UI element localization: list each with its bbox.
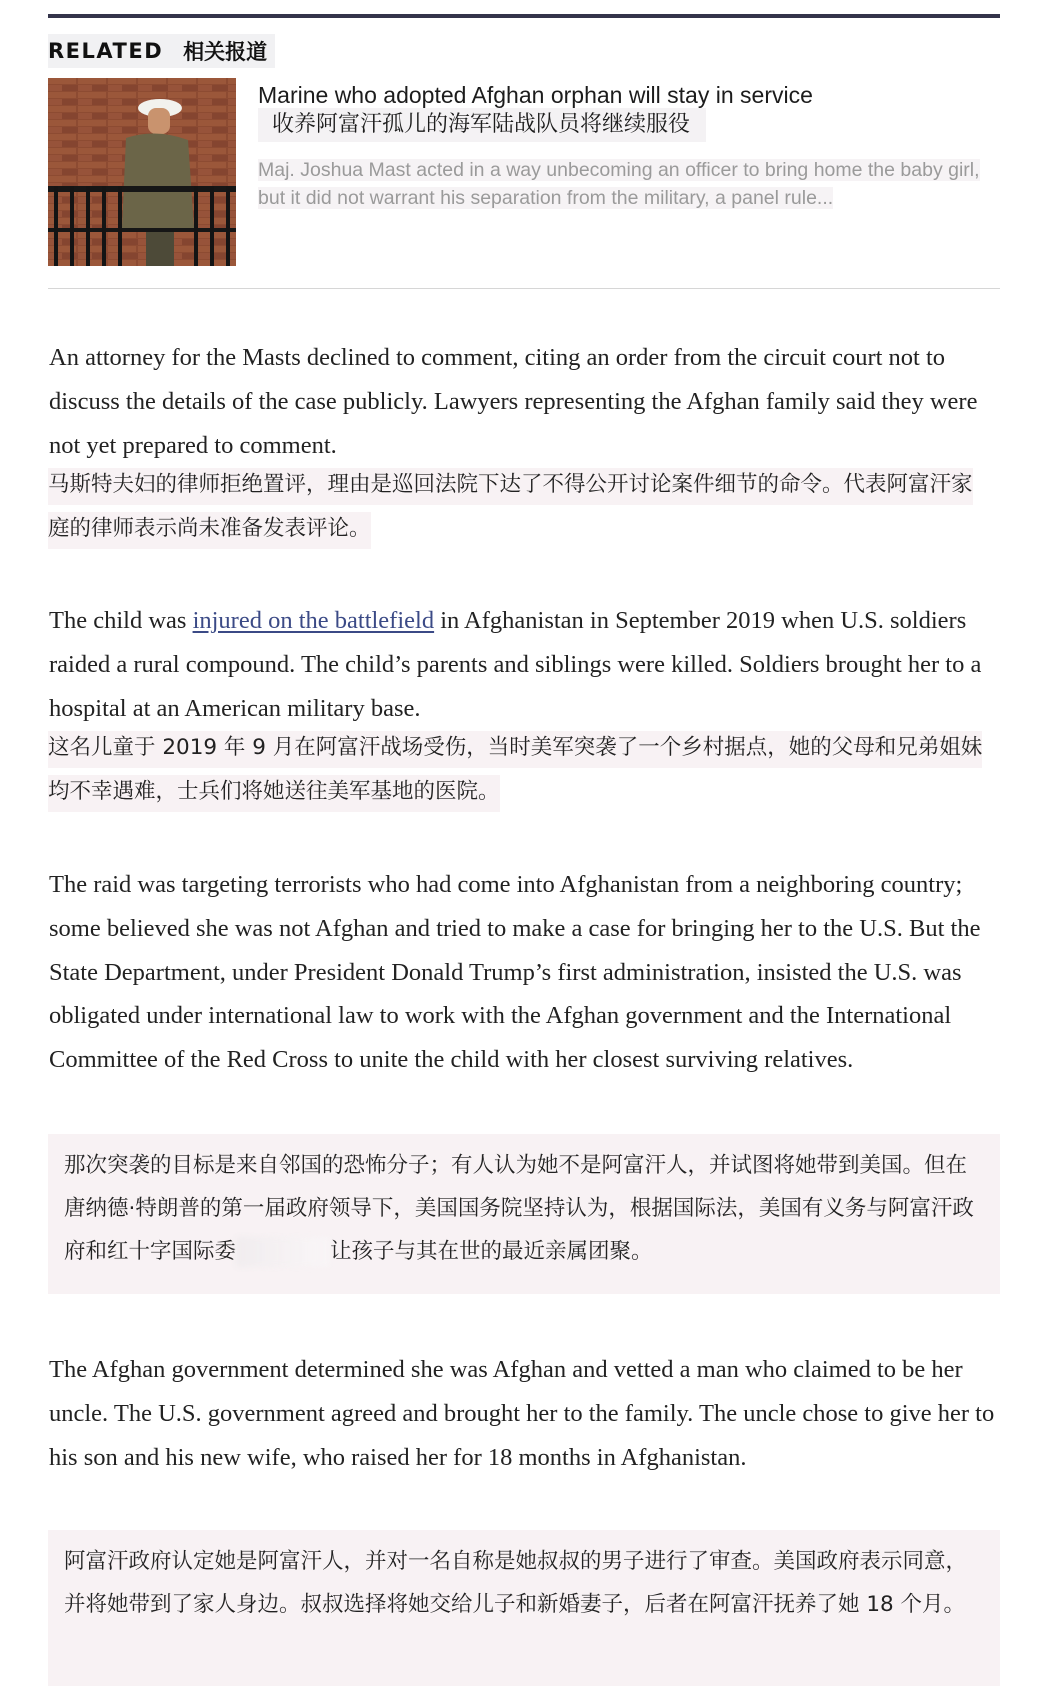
article-paragraph-translation	[48, 1134, 1000, 1294]
translation-text: 马斯特夫妇的律师拒绝置评，理由是巡回法院下达了不得公开讨论案件细节的命令。代表阿富汗家庭的律师表示尚未准备发表评论。	[48, 468, 973, 549]
paragraph-text: The child was	[49, 607, 193, 634]
translation-text: 让孩子与其在世的最近亲属团聚。	[330, 1239, 653, 1264]
related-summary-text: Maj. Joshua Mast acted in a way unbecoming an officer to bring home the baby girl, but it did not warrant his separation from the military, a panel rule...	[258, 159, 980, 209]
article-paragraph-translation	[48, 1530, 1000, 1686]
article-paragraph: The Afghan government determined she was Afghan and vetted a man who claimed to be her uncle. The U.S. government agreed and brought her to the family. The uncle chose to give her to his son and his new wife, who raised her for 18 months in Afghanistan.	[49, 1356, 995, 1471]
translation-text: 这名儿童于 2019 年 9 月在阿富汗战场受伤，当时美军突袭了一个乡村据点，她的父母和兄弟姐妹均不幸遇难，士兵们将她送往美军基地的医院。	[48, 731, 982, 812]
article-paragraph: The raid was targeting terrorists who had come into Afghanistan from a neighboring country; some believed she was not Afghan and tried to make a case for bringing her to the U.S. But the State Department, under President Donald Trump’s first administration, insisted the U.S. was obligated under international law to work with the Afghan government and the International Committee of the Red Cross to unite the child with her closest surviving relatives.	[49, 871, 981, 1074]
related-article-title-zh[interactable]: 收养阿富汗孤儿的海军陆战队员将继续服役	[258, 108, 706, 142]
blurred-region	[236, 1237, 330, 1267]
translation-text: 那次突袭的目标是来自邻国的恐怖分子；有人认为她不是阿富汗人，并试图将她带到美国。但在唐纳德·特朗普的第一届政府领导下，美国国务院坚持认为，根据国际法，美国有义务与阿富汗政府和红十字国际委	[64, 1153, 974, 1264]
battlefield-link[interactable]: injured on the battlefield	[192, 607, 435, 634]
related-article-summary	[258, 156, 998, 212]
section-divider	[48, 288, 1000, 289]
top-rule	[48, 14, 1000, 18]
article-paragraph-translation	[48, 726, 984, 814]
article-paragraph	[49, 599, 999, 730]
related-header	[48, 34, 275, 68]
translation-text: 阿富汗政府认定她是阿富汗人，并对一名自称是她叔叔的男子进行了审查。美国政府表示同意，并将她带到了家人身边。叔叔选择将她交给儿子和新婚妻子，后者在阿富汗抚养了她 18 个月。	[64, 1549, 968, 1617]
article-paragraph-translation	[48, 463, 984, 551]
related-article-thumbnail[interactable]	[48, 78, 236, 266]
related-label: RELATED	[48, 39, 164, 63]
related-article-title[interactable]: Marine who adopted Afghan orphan will stay in service	[258, 82, 813, 108]
article-paragraph: An attorney for the Masts declined to comment, citing an order from the circuit court not to discuss the details of the case publicly. Lawyers representing the Afghan family said they were not yet prepared to comment.	[49, 344, 978, 459]
related-label-zh: 相关报道	[183, 40, 268, 64]
paragraph-text: in Afghanistan in September 2019 when U.S. soldiers raided a rural compound. The child’s parents and siblings were killed. Soldiers brought her to a hospital at an American military base.	[49, 607, 982, 722]
